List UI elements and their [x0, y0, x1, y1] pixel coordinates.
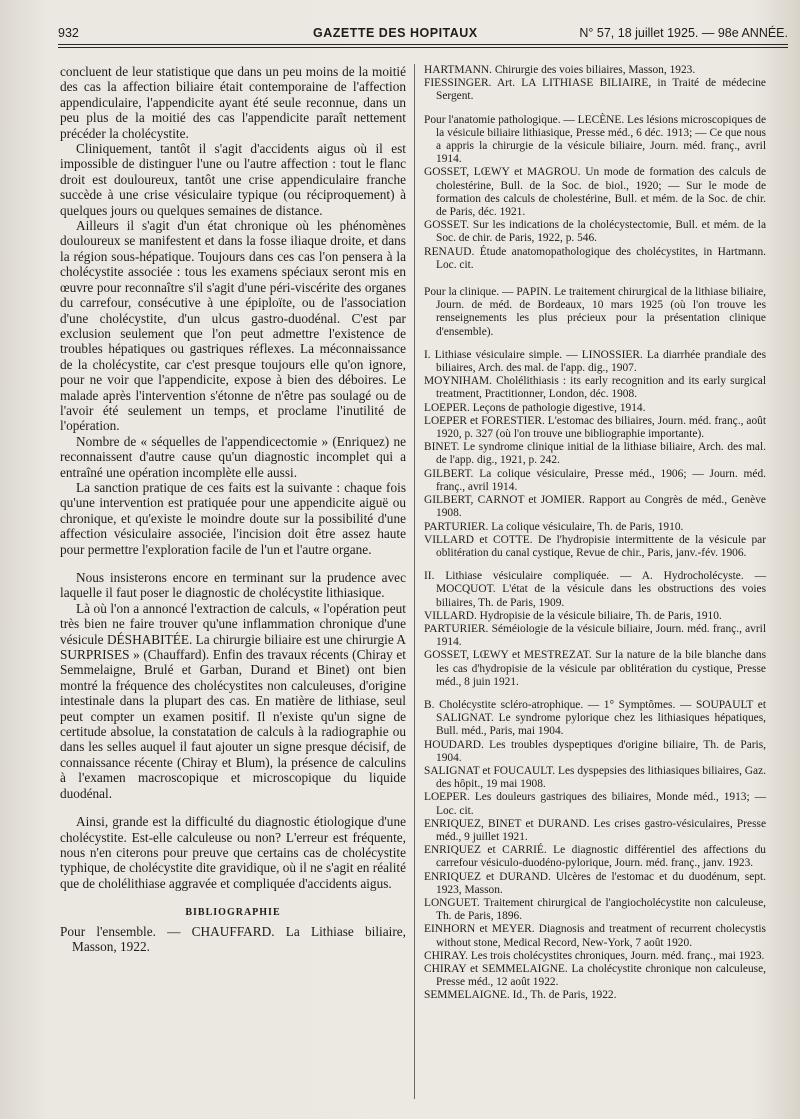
left-column — [60, 64, 406, 1099]
paragraph: Là où l'on a annoncé l'extraction de calculs, « l'opération peut très bien ne faire trouver qu'une inflammation chronique d'une vésicule DÉSHABITÉE. La chirurgie biliaire est une chirurgie A SURPRISES » (Chauffard). Enfin des travaux récents (Chiray et Semmelaigne, Brulé et Garban, Durand et Binet) ont bien montré la fréquence des cholécystites non calculeuses, d'origine intestinale dans la plupart des cas. En matière de lithiase, seul peut compter un examen positif. Il n'existe qu'un signe de certitude absolue, la constatation de calculs à la radiographie ou dans les selles auquel il faut ajouter un signe presque décisif, de connaissance récente (Chiray et Blum), la présence de calculins à l'examen macroscopique et microscopique du liquide duodénal. — [60, 600, 406, 801]
bibliography-entry: SALIGNAT et FOUCAULT. Les dyspepsies des lithiasiques biliaires, Gaz. des hôpit., 19 mai 1908. — [424, 764, 766, 791]
paragraph: Nombre de « séquelles de l'appendicectomie » (Enriquez) ne reconnaissent d'autre cause qu'un diagnostic incomplet qui a entraîné une opération incomplète elle aussi. — [60, 433, 406, 480]
bibliography-entry: CHIRAY et SEMMELAIGNE. La cholécystite chronique non calculeuse, Presse méd., 12 août 1922. — [424, 963, 766, 989]
bibliography-entry: VILLARD et COTTE. De l'hydropisie intermittente de la vésicule par oblitération du canal cystique, Revue de chir., Paris, janv.-fév. 1906. — [424, 533, 766, 559]
paragraph: Cliniquement, tantôt il s'agit d'accidents aigus où il est impossible de distinguer l'une ou l'autre affection : tout le flanc droit est douloureux, tantôt une crise appendiculaire franche succède à une crise vésiculaire typique (ou réciproquement) à quelques jours ou quelques semaines de distance. — [60, 141, 406, 218]
journal-title: GAZETTE DES HOPITAUX — [313, 26, 478, 40]
issue-info: N° 57, 18 juillet 1925. — 98e ANNÉE. — [579, 26, 788, 40]
bibliography-entry: RENAUD. Étude anatomopathologique des cholécystites, in Hartmann. Loc. cit. — [424, 245, 766, 271]
paragraph: La sanction pratique de ces faits est la suivante : chaque fois qu'une intervention est pratiquée pour une appendicite aiguë ou chronique, et qu'existe le moindre doute sur la possibilité d'une affection vésiculaire associée, l'incision doit être assez haute pour permettre l'exploration facile de l'un et l'autre organe. — [60, 479, 406, 557]
column-divider — [414, 64, 415, 1099]
paragraph: Nous insisterons encore en terminant sur la prudence avec laquelle il faut poser le diagnostic de cholécystite lithiasique. — [60, 570, 406, 601]
bibliography-entry: PARTURIER. La colique vésiculaire, Th. de Paris, 1910. — [424, 520, 684, 533]
paragraph: Ailleurs il s'agit d'un état chronique où les phénomènes douloureux se manifestent et dans la fosse iliaque droite, et dans la région sous-hépatique. Toujours dans ces cas l'on pensera à la cholécystite associée : tous les examens spéciaux seront mis en œuvre pour reconnaître s'il s'agit d'une péri-viscérite des organes du carrefour, consécutive à une épiploïte, ou de l'association d'une cholécystite, d'un ulcus gastro-duodénal. C'est par exclusion seulement que l'on peut admettre l'existence de troubles hépatiques ou gastriques réflexes. La méconnaissance de la cholécystite, car c'est presque toujours elle qu'on ignore, pour ne voir que l'appendicite, expose à bien des déboires. Le malade après l'intervention s'étonne de n'être pas soulagé ou de l'avoir été seulement un temps, et proclame l'inutilité de l'opération. — [60, 218, 406, 434]
section-clinique: Pour la clinique. — PAPIN. Le traitement chirurgical de la lithiase biliaire, Journ. de méd. de Bordeaux, 10 mars 1925 (où l'on trouve les renseignements les plus précieux pour la présentation clinique d'ensemble). — [424, 286, 766, 338]
bibliography-entry: HARTMANN. Chirurgie des voies biliaires, Masson, 1923. — [424, 64, 696, 76]
bibliography-entry: GILBERT, CARNOT et JOMIER. Rapport au Congrès de méd., Genève 1908. — [424, 494, 766, 520]
bibliography-entry: CHIRAY. Les trois cholécystites chroniques, Journ. méd. franç., mai 1923. — [424, 949, 765, 962]
bibliography-entry: Pour l'ensemble. — CHAUFFARD. La Lithiase biliaire, Masson, 1922. — [60, 923, 406, 954]
bibliography-entry: GOSSET. Sur les indications de la cholécystectomie, Bull. et mém. de la Soc. de chir. de Paris, 1922, p. 546. — [424, 219, 766, 245]
bibliography-entry: ENRIQUEZ, BINET et DURAND. Les crises gastro-vésiculaires, Presse méd., 9 juillet 1921. — [424, 817, 766, 843]
bibliography-entry: LOEPER. Les douleurs gastriques des biliaires, Monde méd., 1913; — Loc. cit. — [424, 791, 766, 817]
bibliography-entry: PARTURIER. Séméiologie de la vésicule biliaire, Journ. méd. franç., avril 1914. — [424, 622, 766, 649]
bibliography-entry: GILBERT. La colique vésiculaire, Presse méd., 1906; — Journ. méd. franç., avril 1914. — [424, 467, 766, 493]
header-rule-double — [58, 47, 788, 48]
subsection-lithiase-compliquee: II. Lithiase vésiculaire compliquée. — A. Hydrocholécyste. — MOCQUOT. L'état de la vésicule dans les obstructions des voies biliaires, Th. de Paris, 1909. — [424, 570, 766, 609]
subsection-cholecystite-sclero-atrophique: B. Cholécystite scléro-atrophique. — 1° Symptômes. — SOUPAULT et SALIGNAT. Le syndrome pylorique chez les lithiasiques hépatiques, Bull. méd., Paris, mai 1904. — [424, 698, 766, 738]
paragraph: concluent de leur statistique que dans un peu moins de la moitié des cas la affection biliaire était contemporaine de l'affection appendiculaire, l'appendicite ayant été seule reconnue, dans un peu plus de la moitié des cas l'appendicite paraît nettement précéder la cholécystite. — [60, 64, 406, 141]
bibliography-entry: BINET. Le syndrome clinique initial de la lithiase biliaire, Arch. des mal. de l'app. dig., 1921, p. 242. — [424, 441, 766, 467]
paragraph: Ainsi, grande est la difficulté du diagnostic étiologique d'une cholécystite. Est-elle calculeuse ou non? L'erreur est fréquente, nous n'en citerons pour preuve que certains cas de cholécystite typhique, de cholécystite dite gravidique, où il ne s'agit en réalité que de cholélithiase aggravée et compliquée d'accidents aigus. — [60, 814, 406, 891]
bibliography-entry: GOSSET, LŒWY et MAGROU. Un mode de formation des calculs de cholestérine, Bull. de la Soc. de biol., 1920; — Sur le mode de formation des calculs de cholestérine, Bull. et mém. de la Soc. de chir. de Paris, déc. 1921. — [424, 166, 766, 219]
section-anatomie: Pour l'anatomie pathologique. — LECÈNE. Les lésions microscopiques de la vésicule biliaire lithiasique, Presse méd., 6 déc. 1913; — Ce que nous a appris la chirurgie de la vésicule biliaire, Journ. méd. franç., avril 1914. — [424, 113, 766, 166]
bibliography-entry: HOUDARD. Les troubles dyspeptiques d'origine biliaire, Th. de Paris, 1904. — [424, 738, 766, 764]
bibliography-entry: MOYNIHAM. Cholélithiasis : its early recognition and its early surgical treatment, Practitionner, London, déc. 1908. — [424, 375, 766, 401]
bibliography-entry: EINHORN et MEYER. Diagnosis and treatment of recurrent cholecystis without stone, Medical Record, New-York, 7 août 1920. — [424, 923, 766, 949]
header-rule — [58, 44, 788, 45]
bibliography-entry: SEMMELAIGNE. Id., Th. de Paris, 1922. — [424, 989, 617, 1002]
bibliography-entry: LONGUET. Traitement chirurgical de l'angiocholécystite non calculeuse, Th. de Paris, 1896. — [424, 896, 766, 923]
subsection-lithiase-simple: I. Lithiase vésiculaire simple. — LINOSSIER. La diarrhée prandiale des biliaires, Arch. des mal. de l'app. dig., 1907. — [424, 348, 766, 375]
bibliography-entry: LOEPER. Leçons de pathologie digestive, 1914. — [424, 401, 646, 414]
bibliography-entry: GOSSET, LŒWY et MESTREZAT. Sur la nature de la bile blanche dans les cas d'hydropisie de la vésicule par oblitération du cystique, Presse méd., 8 juin 1921. — [424, 649, 766, 688]
bibliography-entry: ENRIQUEZ et CARRIÉ. Le diagnostic différentiel des affections du carrefour vésiculo-duodéno-pylorique, Journ. méd. franç., janv. 1923. — [424, 844, 766, 870]
bibliography-entry: FIESSINGER. Art. LA LITHIASE BILIAIRE, in Traité de médecine Sergent. — [424, 77, 766, 103]
page-number: 932 — [58, 26, 79, 40]
bibliography-entry: LOEPER et FORESTIER. L'estomac des biliaires, Journ. méd. franç., août 1920, p. 327 (où l'on trouve une bibliographie importante). — [424, 414, 766, 441]
right-column — [424, 64, 766, 1099]
bibliography-heading: BIBLIOGRAPHIE — [185, 907, 281, 919]
bibliography-entry: VILLARD. Hydropisie de la vésicule biliaire, Th. de Paris, 1910. — [424, 609, 722, 622]
bibliography-entry: ENRIQUEZ et DURAND. Ulcères de l'estomac et du duodénum, sept. 1923, Masson. — [424, 870, 766, 896]
page-header — [58, 26, 788, 44]
